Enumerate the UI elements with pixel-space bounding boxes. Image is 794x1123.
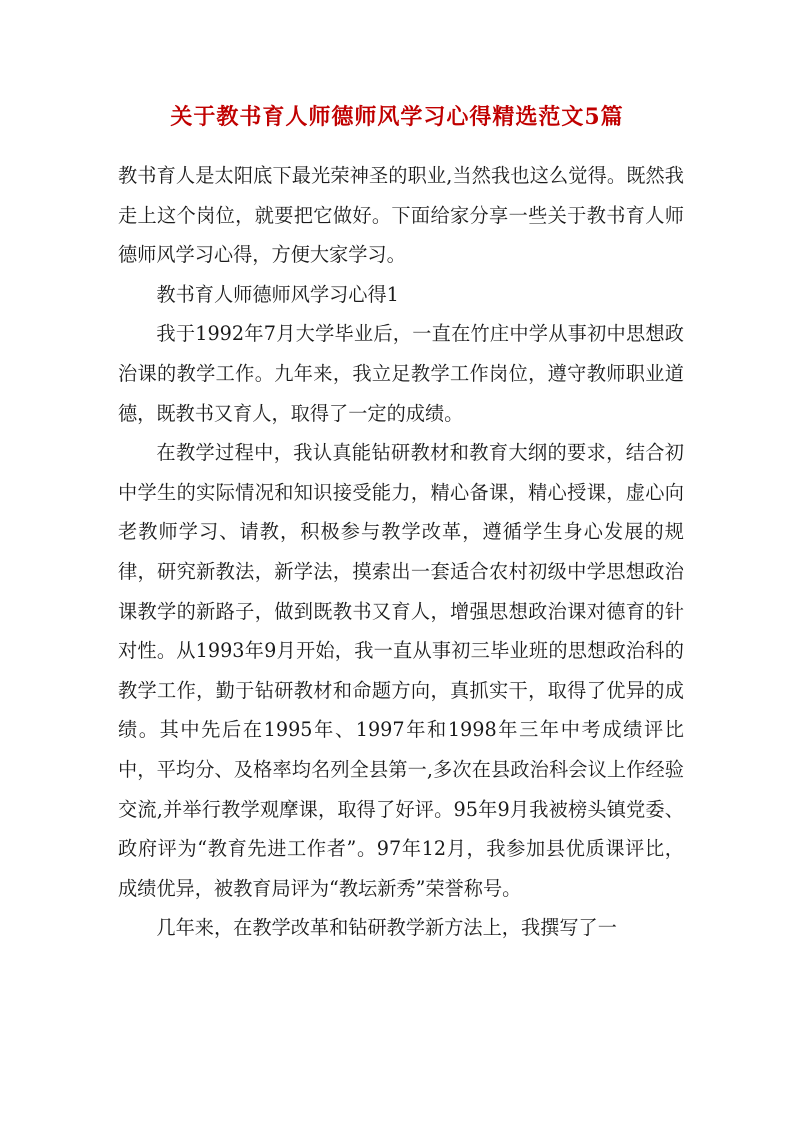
section-heading: 教书育人师德师风学习心得1	[156, 282, 399, 306]
intro-paragraph: 教书育人是太阳底下最光荣神圣的职业,当然我也这么觉得。既然我走上这个岗位，就要把它做好。下面给家分享一些关于教书育人师德师风学习心得，方便大家学习。	[118, 164, 684, 267]
document-body	[118, 156, 684, 948]
page-title: 关于教书育人师德师风学习心得精选范文5篇	[170, 104, 624, 130]
body-paragraph: 在教学过程中，我认真能钻研教材和教育大纲的要求，结合初中学生的实际情况和知识接受能力，精心备课，精心授课，虚心向老教师学习、请教，积极参与教学改革，遵循学生身心发展的规律，研究新教法，新学法，摸索出一套适合农村初级中学思想政治课教学的新路子，做到既教书又育人，增强思想政治课对德育的针对性。从1993年9月开始，我一直从事初三毕业班的思想政治科的教学工作，勤于钻研教材和命题方向，真抓实干，取得了优异的成绩。其中先后在1995年、1997年和1998年三年中考成绩评比中，平均分、及格率均名列全县第一,多次在县政治科会议上作经验交流,并举行教学观摩课，取得了好评。95年9月我被榜头镇党委、政府评为“教育先进工作者”。97年12月，我参加县优质课评比，成绩优异，被教育局评为“教坛新秀”荣誉称号。	[118, 441, 684, 900]
body-paragraph: 我于1992年7月大学毕业后，一直在竹庄中学从事初中思想政治课的教学工作。九年来，我立足教学工作岗位，遵守教师职业道德，既教书又育人，取得了一定的成绩。	[118, 322, 684, 425]
body-paragraph: 几年来，在教学改革和钻研教学新方法上，我撰写了一	[156, 916, 617, 940]
